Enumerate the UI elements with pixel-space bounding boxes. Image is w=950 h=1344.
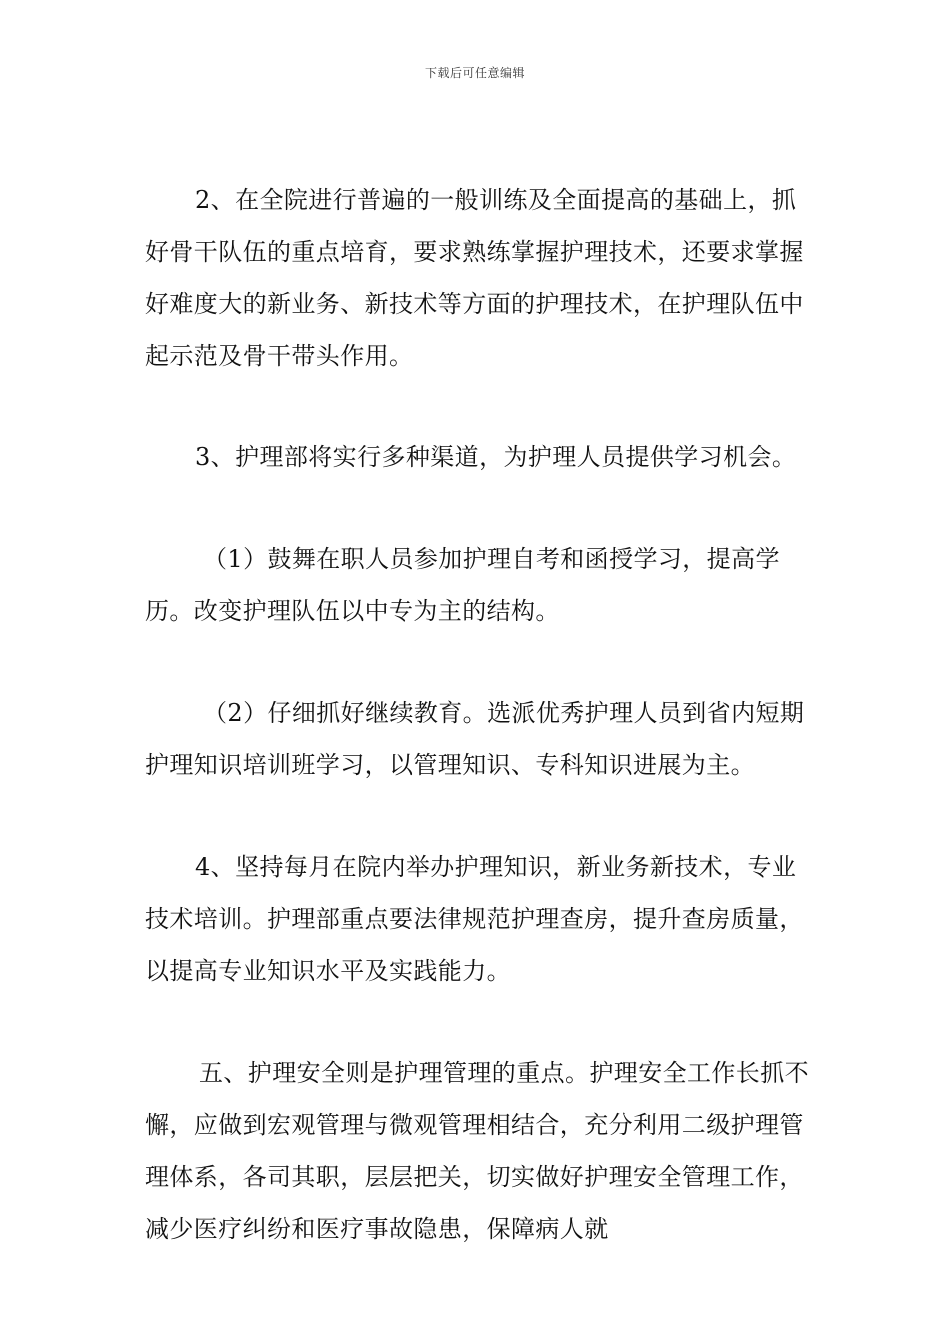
paragraph-subitem-1: （1）鼓舞在职人员参加护理自考和函授学习，提高学历。改变护理队伍以中专为主的结构。 <box>145 545 780 625</box>
paragraph-item-4: 4、坚持每月在院内举办护理知识，新业务新技术，专业技术培训。护理部重点要法律规范护理查房，提升查房质量，以提高专业知识水平及实践能力。 <box>145 853 804 985</box>
paragraph-section-5: 五、护理安全则是护理管理的重点。护理安全工作长抓不懈，应做到宏观管理与微观管理相结合，充分利用二级护理管理体系，各司其职，层层把关，切实做好护理安全管理工作，减少医疗纠纷和医疗事故隐患，保障病人就 <box>145 1059 809 1243</box>
paragraph-item-2: 2、在全院进行普遍的一般训练及全面提高的基础上，抓好骨干队伍的重点培育，要求熟练掌握护理技术，还要求掌握好难度大的新业务、新技术等方面的护理技术，在护理队伍中起示范及骨干带头作用。 <box>145 186 804 370</box>
document-body <box>145 174 809 1255</box>
page-header: 下载后可任意编辑 <box>424 66 525 80</box>
paragraph-item-3: 3、护理部将实行多种渠道，为护理人员提供学习机会。 <box>195 443 797 471</box>
paragraph-subitem-2: （2）仔细抓好继续教育。选派优秀护理人员到省内短期护理知识培训班学习，以管理知识、专科知识进展为主。 <box>145 699 805 779</box>
